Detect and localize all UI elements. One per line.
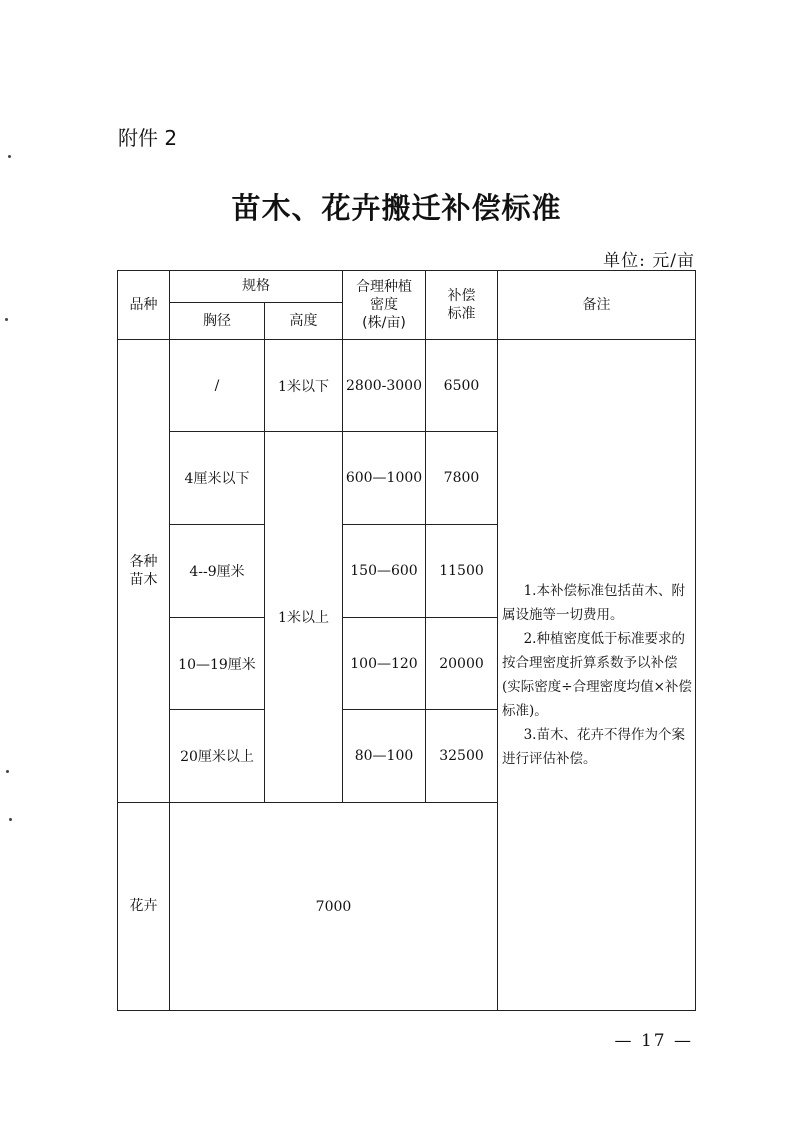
row-density: 80—100: [343, 710, 426, 803]
remark-1: 1.本补偿标准包括苗木、附属设施等一切费用。: [502, 583, 685, 623]
row-diameter: 4--9厘米: [170, 525, 265, 618]
header-density-line1: 合理种植: [356, 278, 412, 295]
row-density: 600—1000: [343, 432, 426, 525]
header-standard: [426, 271, 498, 340]
scan-speck: [9, 818, 12, 821]
row-diameter: 20厘米以上: [170, 710, 265, 803]
header-standard-line2: 标准: [447, 306, 476, 322]
unit-label: 单位: 元/亩: [603, 251, 695, 271]
remarks-cell: [498, 340, 696, 1011]
row-density: 100—120: [343, 618, 426, 710]
header-density: [343, 271, 426, 340]
row-height: 1米以下: [265, 340, 343, 432]
compensation-table: [117, 270, 696, 1011]
header-density-line3: (株/亩): [362, 315, 406, 332]
seedling-group-cell: [118, 340, 170, 803]
header-remark: 备注: [498, 271, 696, 340]
remark-2: 2.种植密度低于标准要求的按合理密度折算系数予以补偿(实际密度÷合理密度均值×补偿标准)。: [502, 631, 692, 719]
scan-speck: [5, 318, 8, 321]
header-standard-line1: 补偿: [447, 287, 476, 304]
row-standard: 20000: [426, 618, 498, 710]
header-diameter: 胸径: [170, 303, 265, 340]
row-standard: 6500: [426, 340, 498, 432]
seedling-group-line1: 各种: [129, 553, 158, 570]
row-density: 2800-3000: [343, 340, 426, 432]
annex-label: 附件 2: [118, 126, 178, 150]
table-row: [118, 340, 696, 432]
remark-3: 3.苗木、花卉不得作为个案进行评估补偿。: [502, 727, 685, 767]
scan-speck: [8, 155, 11, 158]
flower-variety: 花卉: [118, 803, 170, 1011]
header-density-line2: 密度: [370, 296, 398, 313]
flower-standard: 7000: [170, 803, 498, 1011]
header-height: 高度: [265, 303, 343, 340]
page-title: 苗木、花卉搬迁补偿标准: [231, 191, 562, 225]
row-standard: 7800: [426, 432, 498, 525]
page-number: — 17 —: [614, 1031, 693, 1051]
row-diameter: 4厘米以下: [170, 432, 265, 525]
tall-height-cell: 1米以上: [265, 432, 343, 803]
seedling-group-line2: 苗木: [129, 572, 158, 588]
row-density: 150—600: [343, 525, 426, 618]
row-diameter: 10—19厘米: [170, 618, 265, 710]
scan-speck: [6, 770, 9, 773]
row-diameter: /: [170, 340, 265, 432]
row-standard: 32500: [426, 710, 498, 803]
header-variety: 品种: [118, 271, 170, 340]
header-spec: 规格: [170, 271, 343, 303]
row-standard: 11500: [426, 525, 498, 618]
